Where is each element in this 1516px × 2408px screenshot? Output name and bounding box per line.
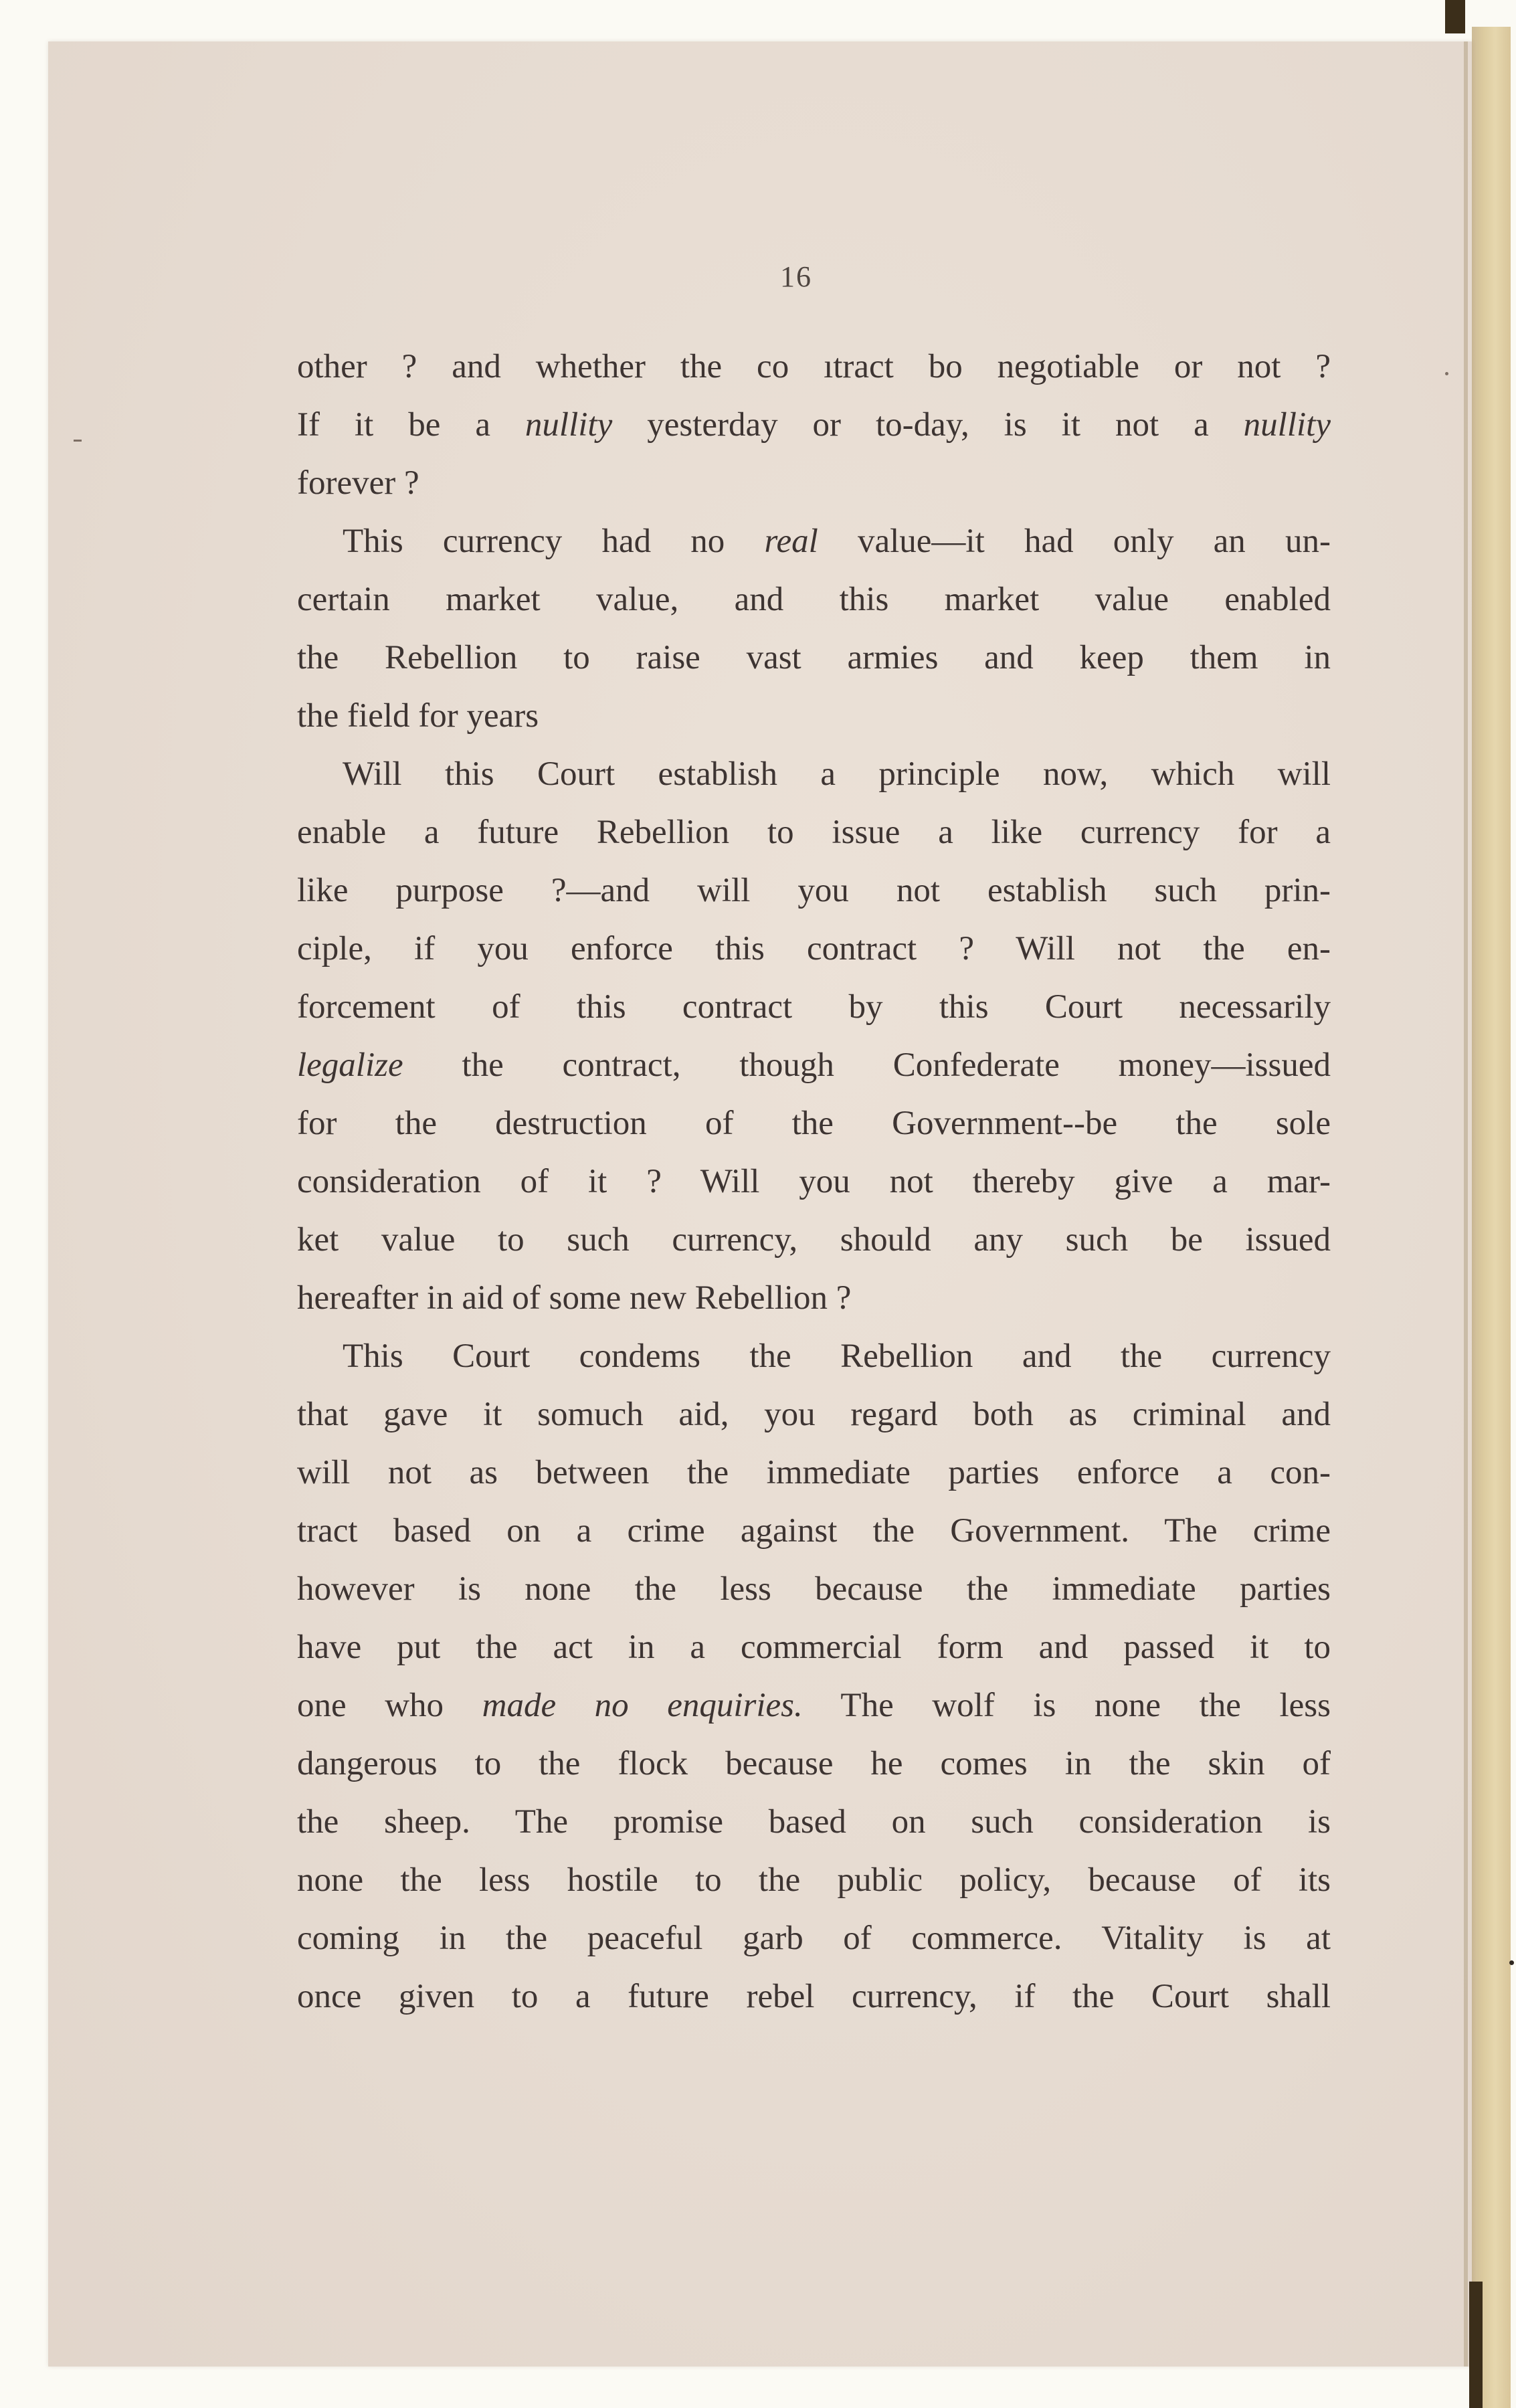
text-line: enable a future Rebellion to issue a like currency for a (297, 814, 1331, 851)
text-line: certain market value, and this market value enabled (297, 581, 1331, 618)
text-line: like purpose ?—and will you not establish such prin- (297, 872, 1331, 909)
binding-tab-bottom (1469, 2282, 1483, 2408)
text-line: forcement of this contract by this Court necessarily (297, 988, 1331, 1026)
text-line: forever ? (297, 464, 419, 502)
italic-text: legalize (297, 1046, 403, 1084)
text-line: hereafter in aid of some new Rebellion ? (297, 1279, 852, 1317)
text-line: dangerous to the flock because he comes in the skin of (297, 1745, 1331, 1782)
text-line: consideration of it ? Will you not thereby give a mar- (297, 1163, 1331, 1200)
italic-text: nullity (525, 406, 613, 444)
page-number: 16 (780, 260, 812, 293)
text-line: none the less hostile to the public policy, because of its (297, 1861, 1331, 1899)
paragraph (297, 1327, 1331, 2026)
text-line: legalize the contract, though Confederate money—issued (297, 1046, 1331, 1084)
italic-text: nullity (1243, 406, 1331, 444)
italic-text: made no enquiries. (482, 1687, 803, 1724)
paragraph (297, 338, 1331, 513)
page-edge-shadow (1464, 41, 1468, 2367)
text-line: the field for years (297, 697, 539, 735)
text-line: tract based on a crime against the Government. The crime (297, 1512, 1331, 1550)
text-line: will not as between the immediate parties enforce a con- (297, 1454, 1331, 1491)
stray-mark (74, 440, 82, 442)
text-line: ciple, if you enforce this contract ? Will not the en- (297, 930, 1331, 967)
text-line: This currency had no real value—it had only an un- (343, 523, 1331, 560)
italic-text: real (764, 523, 818, 560)
text-line: ket value to such currency, should any such be issued (297, 1221, 1331, 1259)
text-line: once given to a future rebel currency, if the Court shall (297, 1978, 1331, 2015)
binding-tab (1445, 0, 1465, 33)
stray-mark (1509, 1960, 1514, 1965)
text-line: the sheep. The promise based on such consideration is (297, 1803, 1331, 1841)
text-line: coming in the peaceful garb of commerce. Vitality is at (297, 1920, 1331, 1957)
text-line: the Rebellion to raise vast armies and keep them in (297, 639, 1331, 676)
text-line: have put the act in a commercial form and passed it to (297, 1629, 1331, 1666)
paragraph (297, 513, 1331, 745)
body-text (297, 338, 1331, 2026)
next-page-edge (1472, 27, 1511, 2408)
text-line: however is none the less because the immediate parties (297, 1570, 1331, 1608)
text-line: for the destruction of the Government--be the sole (297, 1105, 1331, 1142)
text-line: other ? and whether the co ıtract bo negotiable or not ? (297, 348, 1331, 385)
stray-mark (1445, 372, 1448, 375)
text-line: This Court condems the Rebellion and the currency (343, 1337, 1331, 1375)
paragraph (297, 745, 1331, 1327)
text-line: that gave it somuch aid, you regard both as criminal and (297, 1396, 1331, 1433)
text-line: one who made no enquiries. The wolf is none the less (297, 1687, 1331, 1724)
text-line: If it be a nullity yesterday or to-day, is it not a nullity (297, 406, 1331, 444)
text-line: Will this Court establish a principle now, which will (343, 755, 1331, 793)
